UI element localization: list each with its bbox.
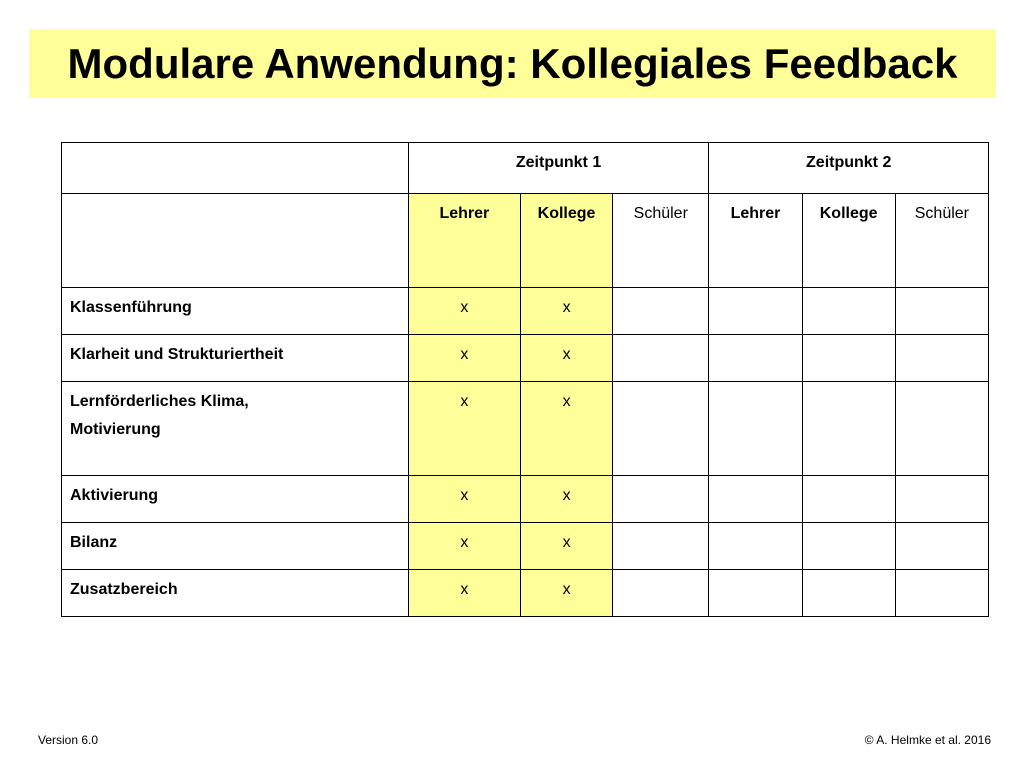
table-row [62,570,989,617]
table-cell [613,570,709,617]
corner-cell [62,143,409,194]
row-label [62,523,409,570]
table-cell: x [408,476,520,523]
table-cell: x [408,335,520,382]
version-label: Version 6.0 [38,733,99,747]
table-cell: x [520,476,612,523]
table-cell [709,335,802,382]
table-cell [613,476,709,523]
header-zeitpunkt-1: Zeitpunkt 1 [408,143,709,194]
table-cell: x [520,382,612,476]
table-cell [709,570,802,617]
row-label-line: Lernförderliches Klima, [70,393,249,410]
row-label-line: Zusatzbereich [70,581,178,598]
table-cell [802,335,895,382]
table-cell [895,523,988,570]
page-title: Modulare Anwendung: Kollegiales Feedback [67,39,958,87]
header-kollege-1: Kollege [520,194,612,288]
table-row [62,288,989,335]
row-label-line: Motivierung [70,421,161,438]
table-cell [709,523,802,570]
table-cell [802,476,895,523]
copyright-label: © A. Helmke et al. 2016 [864,733,991,747]
table-cell [613,288,709,335]
table-cell [895,288,988,335]
table-cell: x [408,523,520,570]
table-row [62,382,989,476]
role-corner-cell [62,194,409,288]
row-label [62,288,409,335]
header-schueler-1: Schüler [613,194,709,288]
table-row [62,335,989,382]
role-header-row [62,194,989,288]
table-row [62,523,989,570]
table-cell [613,523,709,570]
row-label-line: Bilanz [70,534,118,551]
table-cell: x [408,570,520,617]
time-header-row [62,143,989,194]
table-cell: x [520,288,612,335]
table-cell [802,288,895,335]
header-lehrer-1: Lehrer [408,194,520,288]
table-cell [802,382,895,476]
row-label [62,570,409,617]
table-cell: x [408,382,520,476]
table-cell [895,335,988,382]
feedback-table [61,142,989,617]
row-label [62,476,409,523]
header-lehrer-2: Lehrer [709,194,802,288]
row-label-line: Klassenführung [70,299,192,316]
table-row [62,476,989,523]
table-cell [895,382,988,476]
table-cell: x [520,523,612,570]
header-schueler-2: Schüler [895,194,988,288]
table-cell [613,335,709,382]
table-cell: x [520,335,612,382]
table-cell [709,382,802,476]
row-label [62,382,409,476]
table-cell [709,288,802,335]
table-cell [895,570,988,617]
table-cell [802,570,895,617]
row-label-line: Aktivierung [70,487,159,504]
table-cell [895,476,988,523]
header-kollege-2: Kollege [802,194,895,288]
table-cell [709,476,802,523]
table-cell: x [408,288,520,335]
row-label-line: Klarheit und Strukturiertheit [70,346,284,363]
row-label [62,335,409,382]
table-cell [613,382,709,476]
title-bar [29,29,996,98]
table-cell [802,523,895,570]
table-cell: x [520,570,612,617]
header-zeitpunkt-2: Zeitpunkt 2 [709,143,989,194]
